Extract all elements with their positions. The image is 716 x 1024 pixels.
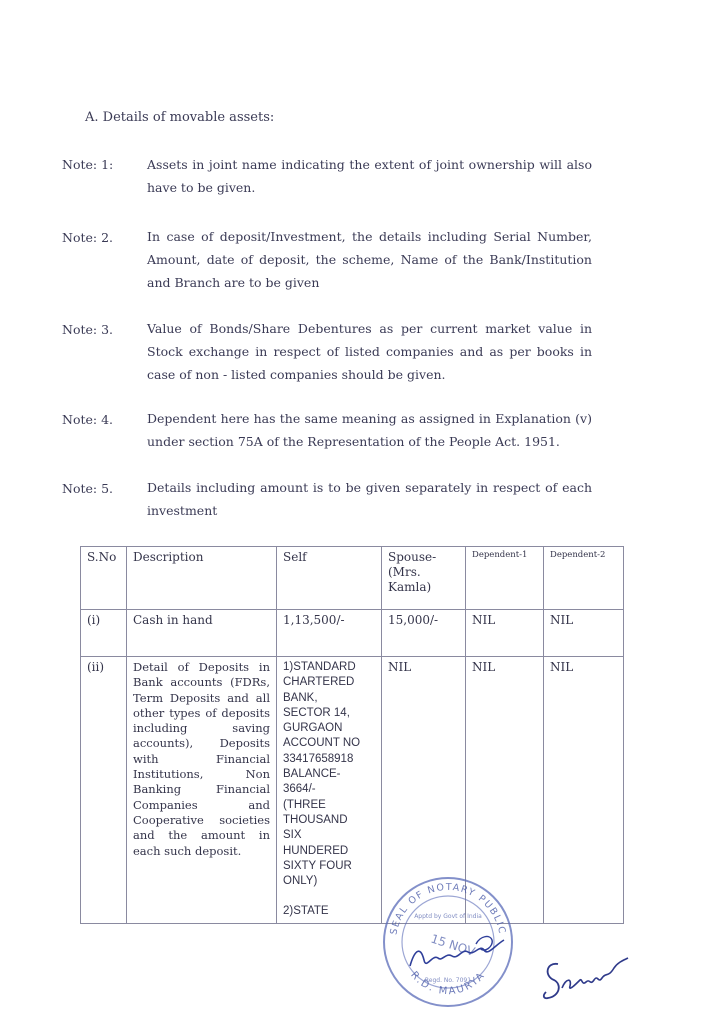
note-label: Note: 3. [62, 322, 113, 337]
seal-appointed: Apptd by Govt of India [414, 913, 482, 920]
movable-assets-table [80, 546, 624, 924]
svg-text:SEAL OF NOTARY PUBLIC [388, 882, 507, 936]
self-line: 1)STANDARD [283, 661, 356, 673]
self-line: SIX [283, 829, 302, 842]
self-line: ONLY) [283, 875, 318, 888]
note-label: Note: 1: [62, 157, 114, 172]
cell-dependent-2: NIL [544, 657, 624, 924]
notary-seal [380, 874, 516, 1010]
self-line: BALANCE- [283, 768, 341, 781]
cell-dependent-1: NIL [466, 610, 544, 657]
cell-dependent-1: NIL [466, 657, 544, 924]
header-dependent-2: Dependent-2 [544, 547, 624, 610]
cell-spouse: NIL [382, 657, 466, 924]
handwritten-signature [540, 948, 630, 1004]
self-line: SIXTY FOUR [283, 859, 352, 872]
note-text: Details including amount is to be given separately in respect of each investment [147, 480, 592, 518]
note-label: Note: 4. [62, 412, 113, 427]
seal-date: 15 NOV [429, 931, 477, 959]
note-text: Assets in joint name indicating the extent of joint ownership will also have to be given. [147, 157, 592, 195]
seal-name: R.D. MAURYA [408, 969, 488, 998]
header-description: Description [127, 547, 277, 610]
self-line [283, 889, 375, 904]
table-row [81, 657, 624, 924]
self-line: BANK, [283, 691, 318, 704]
cell-self [277, 657, 382, 924]
note-text: Value of Bonds/Share Debentures as per current market value in Stock exchange in respect of listed companies and as per books in case of non - listed companies should be given. [147, 321, 592, 382]
cell-description: Detail of Deposits in Bank accounts (FDRs, Term Deposits and all other types of deposits including saving accounts), Deposits with Financial Institutions, Non Banking Financial Companies and Cooperative societies and the amount in each such deposit. [127, 657, 277, 924]
header-dependent-1: Dependent-1 [466, 547, 544, 610]
header-self: Self [277, 547, 382, 610]
self-line: 2)STATE [283, 905, 329, 918]
header-sno: S.No [81, 547, 127, 610]
table-row [81, 610, 624, 657]
cell-dependent-2: NIL [544, 610, 624, 657]
self-line: GURGAON [283, 722, 343, 735]
self-line: HUNDERED [283, 844, 349, 857]
self-line: 3664/- [283, 783, 316, 796]
cell-spouse: 15,000/- [382, 610, 466, 657]
note-text: In case of deposit/Investment, the details including Serial Number, Amount, date of deposit, the scheme, Name of the Bank/Institution and Branch are to be given [147, 229, 592, 290]
self-line: SECTOR 14, [283, 706, 350, 719]
self-line: 33417658918 [283, 752, 354, 765]
cell-description: Cash in hand [127, 610, 277, 657]
header-spouse: Spouse- (Mrs. Kamla) [382, 547, 466, 610]
self-line: THOUSAND [283, 813, 348, 826]
seal-regd: Regd. No. 7091 [424, 977, 472, 984]
section-heading: A. Details of movable assets: [85, 110, 275, 125]
cell-self: 1,13,500/- [277, 610, 382, 657]
cell-sno: (ii) [81, 657, 127, 924]
self-line: CHARTERED [283, 676, 355, 689]
self-line: ACCOUNT NO [283, 737, 361, 750]
note-text: Dependent here has the same meaning as assigned in Explanation (v) under section 75A of the Representation of the People Act. 1951. [147, 411, 592, 449]
seal-ring-text: SEAL OF NOTARY PUBLIC [388, 881, 508, 936]
table-header-row [81, 547, 624, 610]
note-label: Note: 5. [62, 481, 113, 496]
cell-sno: (i) [81, 610, 127, 657]
self-line: (THREE [283, 798, 326, 811]
note-label: Note: 2. [62, 230, 113, 245]
